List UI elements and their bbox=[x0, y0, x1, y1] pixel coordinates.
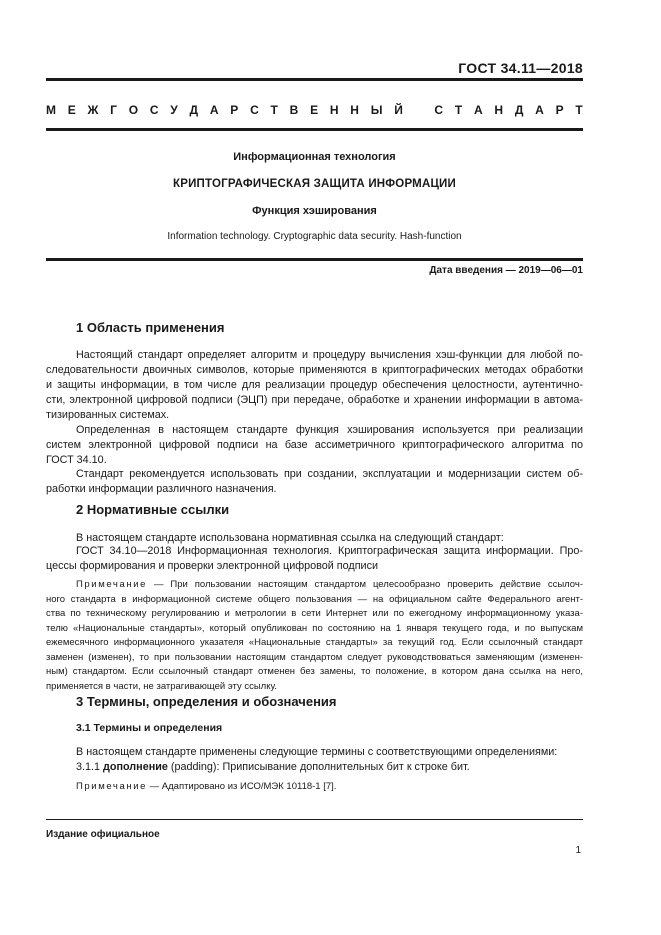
banner-letter: Д bbox=[514, 103, 524, 117]
section-3-heading: 3 Термины, определения и обозначения bbox=[76, 694, 337, 709]
text-line: ным) стандартом. Если ссылочный стандарт отменен без замены, то положение, в котором дана ссылка на него, bbox=[46, 666, 583, 677]
banner-letter: Н bbox=[329, 103, 339, 117]
section-1-paragraph-2 bbox=[46, 423, 583, 468]
section-3-note bbox=[76, 780, 583, 795]
note-label: Примечание bbox=[76, 781, 147, 792]
banner-letter: Е bbox=[310, 103, 319, 117]
text-line: В настоящем стандарте применены следующие термины с соответствующими определениями: bbox=[76, 746, 558, 758]
effective-date: Дата введения — 2019—06—01 bbox=[429, 265, 583, 276]
text-line: систем электронной цифровой подписи на базе ассиметричного криптографического алгоритма по bbox=[46, 439, 583, 451]
text-line: и защиты информации, в том числе для реализации процедур обеспечения целостности, аутентично- bbox=[46, 379, 583, 391]
banner-letter: Ы bbox=[370, 103, 383, 117]
subsection-3-1-heading: 3.1 Термины и определения bbox=[76, 722, 223, 734]
note-text: — При пользовании настоящим стандартом целесообразно проверить действие ссылоч- bbox=[147, 579, 583, 590]
page-number: 1 bbox=[575, 845, 581, 856]
banner-letter: Т bbox=[270, 103, 278, 117]
term-definition-text: (padding): Приписывание дополнительных бит к строке бит. bbox=[167, 761, 470, 773]
banner-letter: М bbox=[46, 103, 56, 117]
document-subtitle: Функция хэширования bbox=[252, 205, 377, 217]
section-2-heading: 2 Нормативные ссылки bbox=[76, 502, 230, 517]
banner-letter: Н bbox=[494, 103, 504, 117]
term: дополнение bbox=[103, 761, 168, 773]
term-number: 3.1.1 bbox=[76, 761, 101, 773]
section-1-paragraph-3 bbox=[46, 467, 583, 497]
section-2-note bbox=[46, 578, 583, 694]
document-title: КРИПТОГРАФИЧЕСКАЯ ЗАЩИТА ИНФОРМАЦИИ bbox=[173, 178, 456, 190]
document-subject: Информационная технология bbox=[233, 151, 396, 163]
banner-letter: С bbox=[434, 103, 444, 117]
banner-letter: Р bbox=[555, 103, 564, 117]
footer-rule bbox=[46, 819, 583, 820]
banner-letter: У bbox=[170, 103, 178, 117]
section-1-paragraph-1 bbox=[46, 348, 583, 423]
banner-letter: Н bbox=[350, 103, 359, 117]
title-rule bbox=[46, 258, 583, 261]
text-line: Стандарт рекомендуется использовать при создании, эксплуатации и модернизации систем об- bbox=[76, 468, 583, 480]
header-rule bbox=[46, 78, 583, 81]
text-line: применяется в части, не затрагивающей эту ссылку. bbox=[46, 680, 277, 692]
banner-letter: А bbox=[473, 103, 483, 117]
text-line: ства по техническому регулированию и метрологии в сети Интернет или по ежегодному информационному указа- bbox=[46, 608, 583, 619]
banner-letter: Д bbox=[189, 103, 199, 117]
text-line: работки информации различного назначения. bbox=[46, 483, 277, 495]
section-3-paragraph-1 bbox=[76, 745, 583, 775]
text-line: В настоящем стандарте использована нормативная ссылка на следующий стандарт: bbox=[76, 532, 504, 544]
interstate-standard-banner bbox=[46, 103, 583, 117]
text-line: Определенная в настоящем стандарте функция хэширования используется при реализации bbox=[76, 424, 583, 436]
banner-letter: С bbox=[149, 103, 159, 117]
banner-letter: Р bbox=[230, 103, 239, 117]
standard-code: ГОСТ 34.11—2018 bbox=[458, 60, 583, 76]
banner-letter: Г bbox=[110, 103, 117, 117]
text-line: тизированных системах. bbox=[46, 409, 170, 421]
text-line: ного стандарта в информационной системе общего пользования — на официальном сайте Федерального агент- bbox=[46, 593, 583, 605]
text-line: Настоящий стандарт определяет алгоритм и процедуру вычисления хэш-функции для любой по- bbox=[76, 349, 583, 361]
banner-letter: В bbox=[289, 103, 299, 117]
english-title: Information technology. Cryptographic data security. Hash-function bbox=[167, 231, 462, 242]
text-line: ежемесячного информационного указателя «Национальные стандарты» за текущий год. Если ссылочный стандарт bbox=[46, 637, 583, 648]
banner-letter: Ж bbox=[87, 103, 99, 117]
banner-letter: А bbox=[535, 103, 544, 117]
text-line: сти, электронной цифровой подписи (ЭЦП) при передаче, обработке и хранении информации в автома- bbox=[46, 394, 583, 406]
section-2-reference bbox=[46, 544, 583, 574]
text-line: следовательности двоичных символов, которые применяются в криптографических методах обработки bbox=[46, 364, 583, 376]
text-line: ГОСТ 34.10. bbox=[46, 454, 107, 466]
banner-letter: С bbox=[250, 103, 259, 117]
banner-letter: А bbox=[209, 103, 219, 117]
banner-letter: Е bbox=[67, 103, 76, 117]
banner-letter: О bbox=[128, 103, 139, 117]
section-1-heading: 1 Область применения bbox=[76, 320, 225, 335]
banner-letter: Т bbox=[454, 103, 463, 117]
text-line: заменен (изменен), то при пользовании настоящим стандартом следует руководствоваться заменяющим (изменен- bbox=[46, 651, 583, 663]
text-line: ГОСТ 34.10—2018 Информационная технология. Криптографическая защита информации. Про- bbox=[76, 545, 583, 557]
banner-letter: Й bbox=[394, 103, 403, 117]
text-line: цессы формирования и проверки электронной цифровой подписи bbox=[46, 560, 379, 572]
text-line bbox=[76, 780, 583, 795]
edition-label: Издание официальное bbox=[46, 829, 160, 840]
text-line bbox=[76, 578, 583, 593]
banner-letter: Т bbox=[575, 103, 583, 117]
banner-letter bbox=[415, 103, 423, 117]
term-definition bbox=[76, 760, 583, 775]
text-line: телю «Национальные стандарты», который опубликован по состоянию на 1 января текущего года, и по выпускам bbox=[46, 622, 583, 634]
note-label: Примечание bbox=[76, 579, 147, 590]
banner-rule bbox=[46, 128, 583, 131]
note-text: — Адаптировано из ИСО/МЭК 10118-1 [7]. bbox=[147, 781, 337, 792]
